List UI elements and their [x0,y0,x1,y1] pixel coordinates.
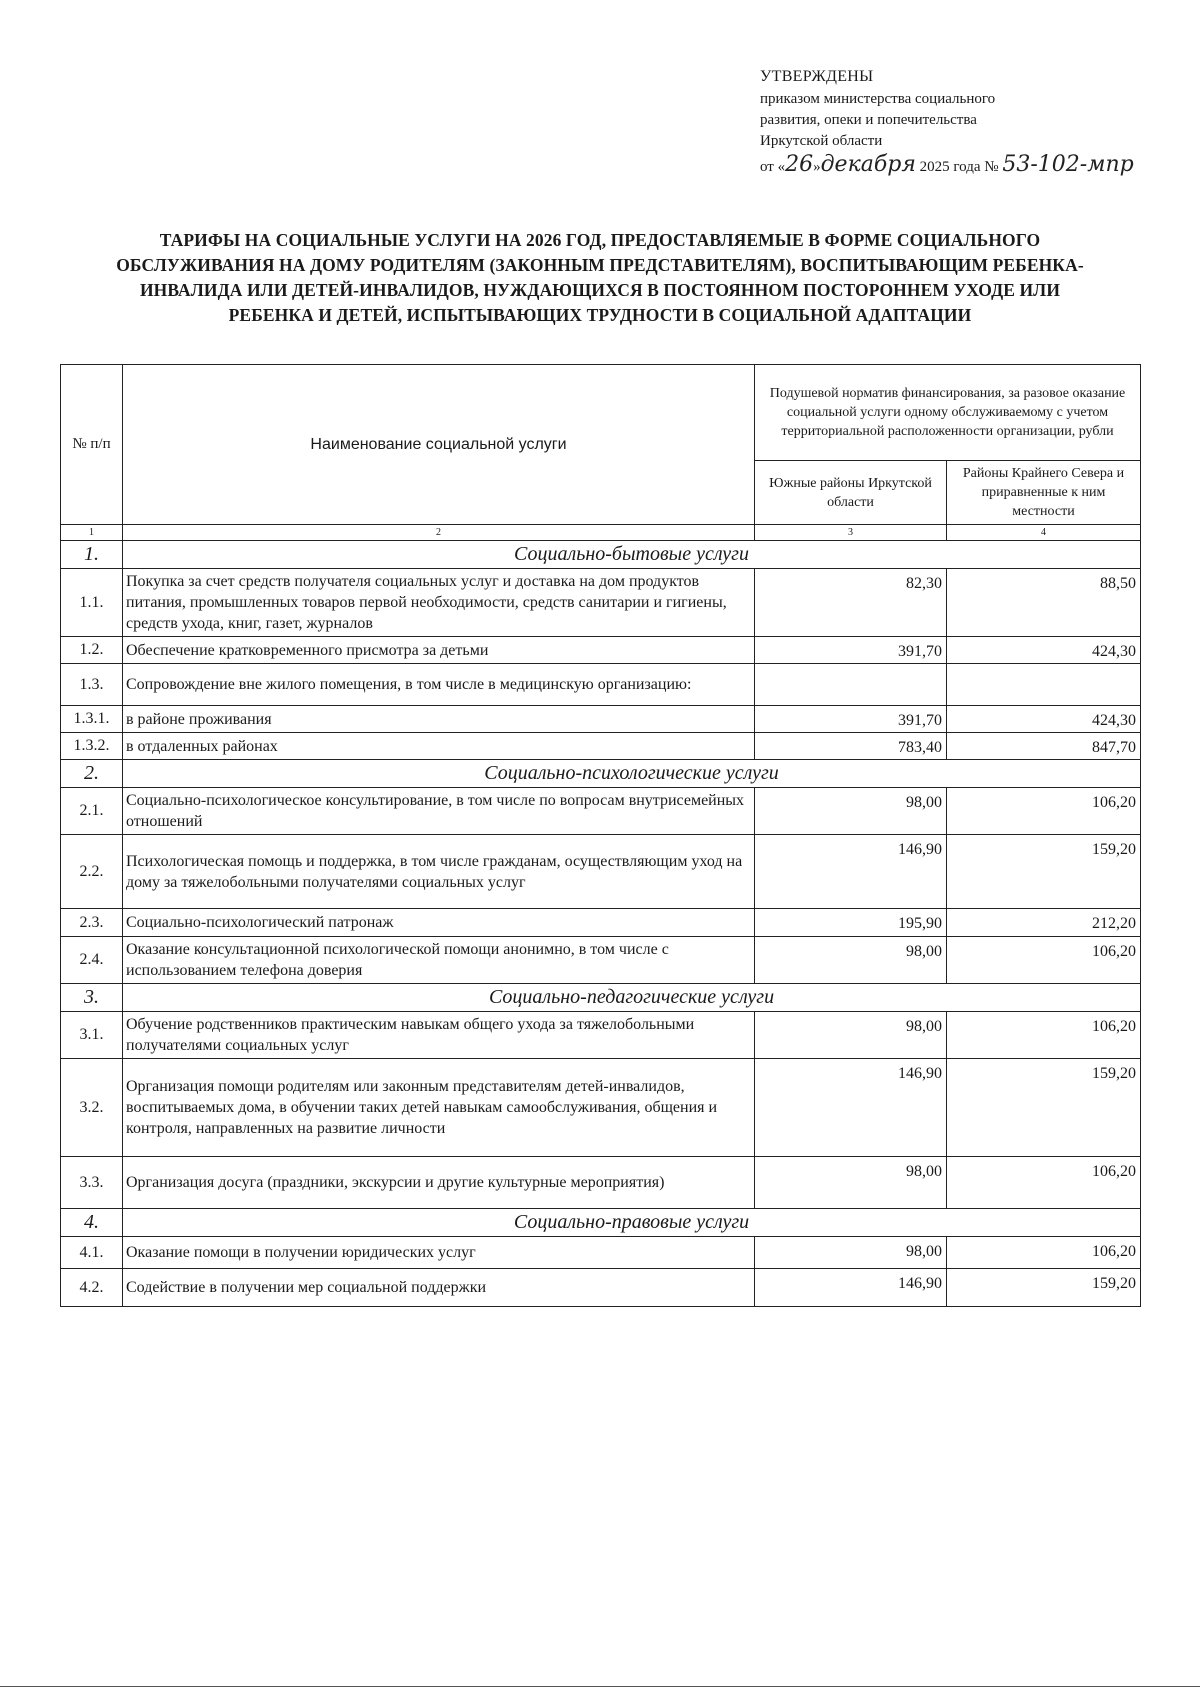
tariff-south: 391,70 [755,706,947,733]
service-name: Сопровождение вне жилого помещения, в том числе в медицинскую организацию: [123,664,755,706]
title-line-1: ТАРИФЫ НА СОЦИАЛЬНЫЕ УСЛУГИ НА 2026 ГОД, ПРЕДОСТАВЛЯЕМЫЕ В ФОРМЕ СОЦИАЛЬНОГО [159,230,1041,250]
section-number: 1. [61,541,123,569]
table-row [61,937,1141,984]
section-row [61,541,1141,569]
section-row [61,984,1141,1012]
tariffs-table [60,364,1141,1307]
row-number: 3.2. [61,1059,123,1157]
tariff-north: 106,20 [947,1012,1141,1059]
approval-line-2: развития, опеки и попечительства [760,112,977,128]
tariff-north: 88,50 [947,569,1141,637]
column-index-row [61,525,1141,541]
table-row [61,637,1141,664]
tariff-north: 847,70 [947,733,1141,760]
tariff-south: 98,00 [755,788,947,835]
page-bottom-edge [0,1686,1200,1687]
service-name: Организация помощи родителям или законным представителям детей-инвалидов, воспитываемых дома, в обучении таких детей навыкам самообслуживания, общения и контроля, направленных на развитие личности [123,1059,755,1157]
approval-heading: УТВЕРЖДЕНЫ [760,68,874,85]
tariff-north: 106,20 [947,1237,1141,1269]
tariff-north: 159,20 [947,1269,1141,1307]
table-row [61,733,1141,760]
table-row [61,788,1141,835]
date-prefix: от « [760,159,786,175]
approval-line-1: приказом министерства социального [760,91,996,107]
tariff-south: 783,40 [755,733,947,760]
date-year: 2025 года № [919,159,999,175]
tariff-north: 106,20 [947,937,1141,984]
tariff-south: 98,00 [755,1157,947,1209]
tariff-south: 195,90 [755,909,947,937]
approval-line-3: Иркутской области [760,133,883,149]
service-name: Социально-психологический патронаж [123,909,755,937]
service-name: Обеспечение кратковременного присмотра за детьми [123,637,755,664]
tariff-south [755,664,947,706]
tariff-south: 82,30 [755,569,947,637]
handwritten-day: 26 [785,152,814,177]
tariff-north: 106,20 [947,1157,1141,1209]
section-number: 3. [61,984,123,1012]
row-number: 1.3.1. [61,706,123,733]
service-name: Организация досуга (праздники, экскурсии и другие культурные мероприятия) [123,1157,755,1209]
service-name: Обучение родственников практическим навыкам общего ухода за тяжелобольными получателями социальных услуг [123,1012,755,1059]
row-number: 2.3. [61,909,123,937]
section-title: Социально-психологические услуги [123,760,1141,788]
service-name: Оказание помощи в получении юридических услуг [123,1237,755,1269]
header-south: Южные районы Иркутской области [755,461,947,525]
tariff-south: 98,00 [755,937,947,984]
tariff-north: 106,20 [947,788,1141,835]
section-row [61,1209,1141,1237]
table-row [61,835,1141,909]
date-mid: » [813,159,821,175]
tariff-south: 146,90 [755,1269,947,1307]
row-number: 2.4. [61,937,123,984]
row-number: 4.1. [61,1237,123,1269]
table-row [61,1269,1141,1307]
header-north: Районы Крайнего Севера и приравненные к ним местности [947,461,1141,525]
tariff-north: 424,30 [947,637,1141,664]
table-row [61,706,1141,733]
header-name: Наименование социальной услуги [123,365,755,525]
tariff-north: 159,20 [947,835,1141,909]
tariff-north: 424,30 [947,706,1141,733]
table-row [61,1237,1141,1269]
service-name: в районе проживания [123,706,755,733]
row-number: 3.1. [61,1012,123,1059]
table-row [61,909,1141,937]
column-index: 2 [123,525,755,541]
header-norm: Подушевой норматив финансирования, за разовое оказание социальной услуги одному обслуживаемому с учетом территориальной расположенности организации, рубли [755,365,1141,461]
table-row [61,664,1141,706]
table-row [61,1059,1141,1157]
row-number: 2.1. [61,788,123,835]
row-number: 3.3. [61,1157,123,1209]
row-number: 4.2. [61,1269,123,1307]
approval-date-line [760,154,1160,178]
service-name: в отдаленных районах [123,733,755,760]
service-name: Социально-психологическое консультирование, в том числе по вопросам внутрисемейных отношений [123,788,755,835]
service-name: Содействие в получении мер социальной поддержки [123,1269,755,1307]
table-row [61,1012,1141,1059]
tariff-south: 98,00 [755,1012,947,1059]
section-title: Социально-правовые услуги [123,1209,1141,1237]
document-title [60,228,1140,328]
header-num: № п/п [61,365,123,525]
section-number: 2. [61,760,123,788]
tariff-north: 159,20 [947,1059,1141,1157]
section-title: Социально-педагогические услуги [123,984,1141,1012]
section-row [61,760,1141,788]
service-name: Покупка за счет средств получателя социальных услуг и доставка на дом продуктов питания, промышленных товаров первой необходимости, средств санитарии и гигиены, средств ухода, книг, газет, журналов [123,569,755,637]
service-name: Оказание консультационной психологической помощи анонимно, в том числе с использованием телефона доверия [123,937,755,984]
section-number: 4. [61,1209,123,1237]
row-number: 1.3. [61,664,123,706]
tariff-south: 391,70 [755,637,947,664]
title-line-2: ОБСЛУЖИВАНИЯ НА ДОМУ РОДИТЕЛЯМ (ЗАКОННЫМ ПРЕДСТАВИТЕЛЯМ), ВОСПИТЫВАЮЩИМ РЕБЕНКА- [116,255,1084,275]
row-number: 2.2. [61,835,123,909]
column-index: 1 [61,525,123,541]
table-row [61,569,1141,637]
tariff-south: 146,90 [755,835,947,909]
section-title: Социально-бытовые услуги [123,541,1141,569]
handwritten-month: декабря [820,152,916,177]
tariff-north: 212,20 [947,909,1141,937]
tariff-south: 146,90 [755,1059,947,1157]
tariff-north [947,664,1141,706]
title-line-4: РЕБЕНКА И ДЕТЕЙ, ИСПЫТЫВАЮЩИХ ТРУДНОСТИ В СОЦИАЛЬНОЙ АДАПТАЦИИ [228,305,972,325]
approval-block [760,66,1160,178]
row-number: 1.3.2. [61,733,123,760]
handwritten-order-number: 53-102-мпр [1002,152,1134,177]
row-number: 1.1. [61,569,123,637]
table-row [61,1157,1141,1209]
tariff-south: 98,00 [755,1237,947,1269]
service-name: Психологическая помощь и поддержка, в том числе гражданам, осуществляющим уход на дому за тяжелобольными получателями социальных услуг [123,835,755,909]
column-index: 3 [755,525,947,541]
column-index: 4 [947,525,1141,541]
title-line-3: ИНВАЛИДА ИЛИ ДЕТЕЙ-ИНВАЛИДОВ, НУЖДАЮЩИХСЯ В ПОСТОЯННОМ ПОСТОРОННЕМ УХОДЕ ИЛИ [139,280,1061,300]
row-number: 1.2. [61,637,123,664]
